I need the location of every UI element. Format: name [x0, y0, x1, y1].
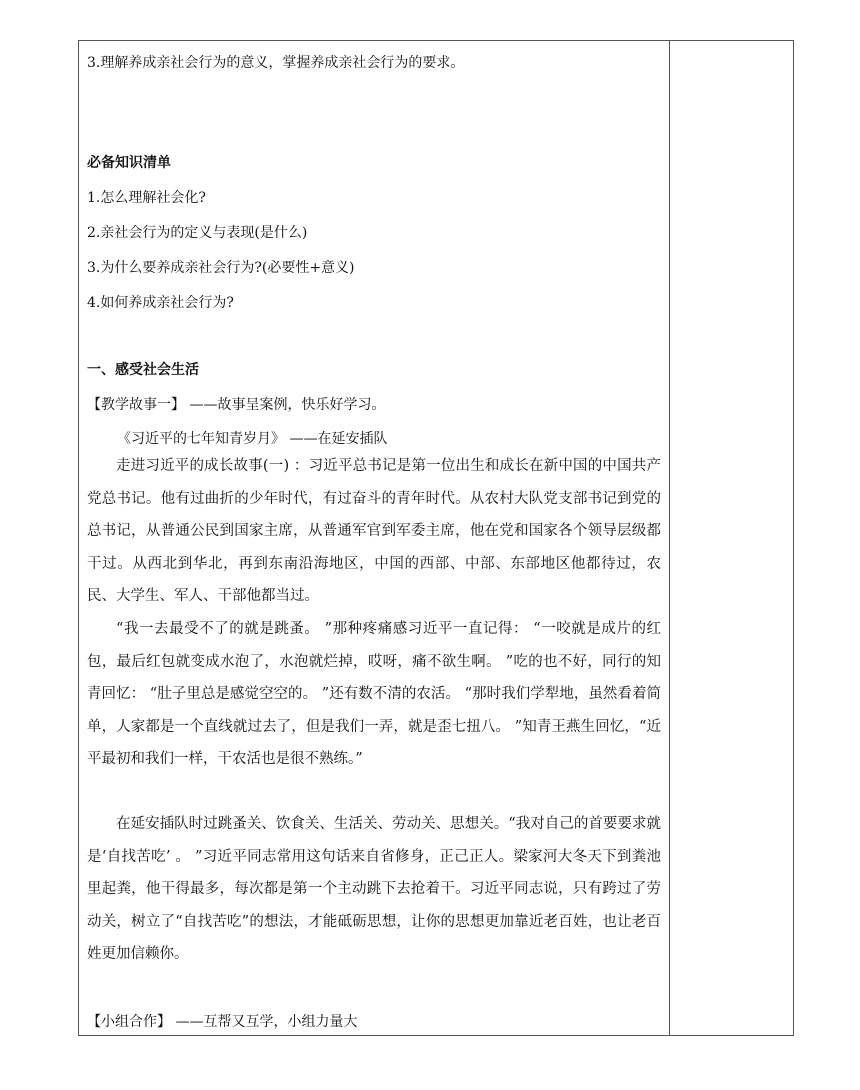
- story-label: 【教学故事一】 ——故事呈案例，快乐好学习。: [87, 397, 386, 413]
- story-paragraph-2: “我一去最受不了的就是跳蚤。 ”那种疼痛感习近平一直记得： “一咬就是成片的红包，最后红包就变成水泡了，水泡就烂掉，哎呀，痛不欲生啊。 ”吃的也不好，同行的知青回忆： “肚子里总是感觉空空的。 ”还有数不清的农活。 “那时我们学犁地，虽然看着简单，人家都是一个直线就过去了，但是我们一弄，就是歪七扭八。 ”知青王燕生回忆，“近平最初和我们一样，干农活也是很不熟练。”: [87, 621, 662, 767]
- story-title: 《习近平的七年知青岁月》 ——在延安插队: [117, 431, 388, 447]
- story-paragraph-3: 在延安插队时过跳蚤关、饮食关、生活关、劳动关、思想关。“我对自己的首要要求就是‘自找苦吃’ 。 ”习近平同志常用这句话来自省修身，正己正人。梁家河大冬天下到粪池里起粪，他干得最多，每次都是第一个主动跳下去抢着干。习近平同志说，只有跨过了劳动关，树立了“自找苦吃”的想法，才能砥砺思想，让你的思想更加靠近老百姓，也让老百姓更加信赖你。: [87, 816, 661, 962]
- column-divider: [669, 41, 670, 1035]
- section-heading: 一、感受社会生活: [87, 362, 199, 378]
- knowledge-item-3: 3.为什么要养成亲社会行为?(必要性+意义): [87, 260, 355, 276]
- knowledge-item-4: 4.如何养成亲社会行为?: [87, 295, 234, 311]
- story-paragraph-1: 走进习近平的成长故事(一) ：习近平总书记是第一位出生和成长在新中国的中国共产党总书记。他有过曲折的少年时代，有过奋斗的青年时代。从农村大队党支部书记到党的总书记，从普通公民到国家主席，从普通军官到军委主席，他在党和国家各个领导层级都干过。从西北到华北，再到东南沿海地区，中国的西部、中部、东部地区他都待过，农民、大学生、军人、干部他都当过。: [87, 458, 661, 604]
- group-work-label: 【小组合作】 ——互帮又互学，小组力量大: [87, 1014, 358, 1030]
- knowledge-item-2: 2.亲社会行为的定义与表现(是什么): [87, 225, 308, 241]
- lesson-table: [78, 40, 794, 1036]
- knowledge-list-heading: 必备知识清单: [87, 155, 171, 171]
- knowledge-item-1: 1.怎么理解社会化?: [87, 190, 206, 206]
- objective-item-3: 3.理解养成亲社会行为的意义，掌握养成亲社会行为的要求。: [87, 55, 465, 71]
